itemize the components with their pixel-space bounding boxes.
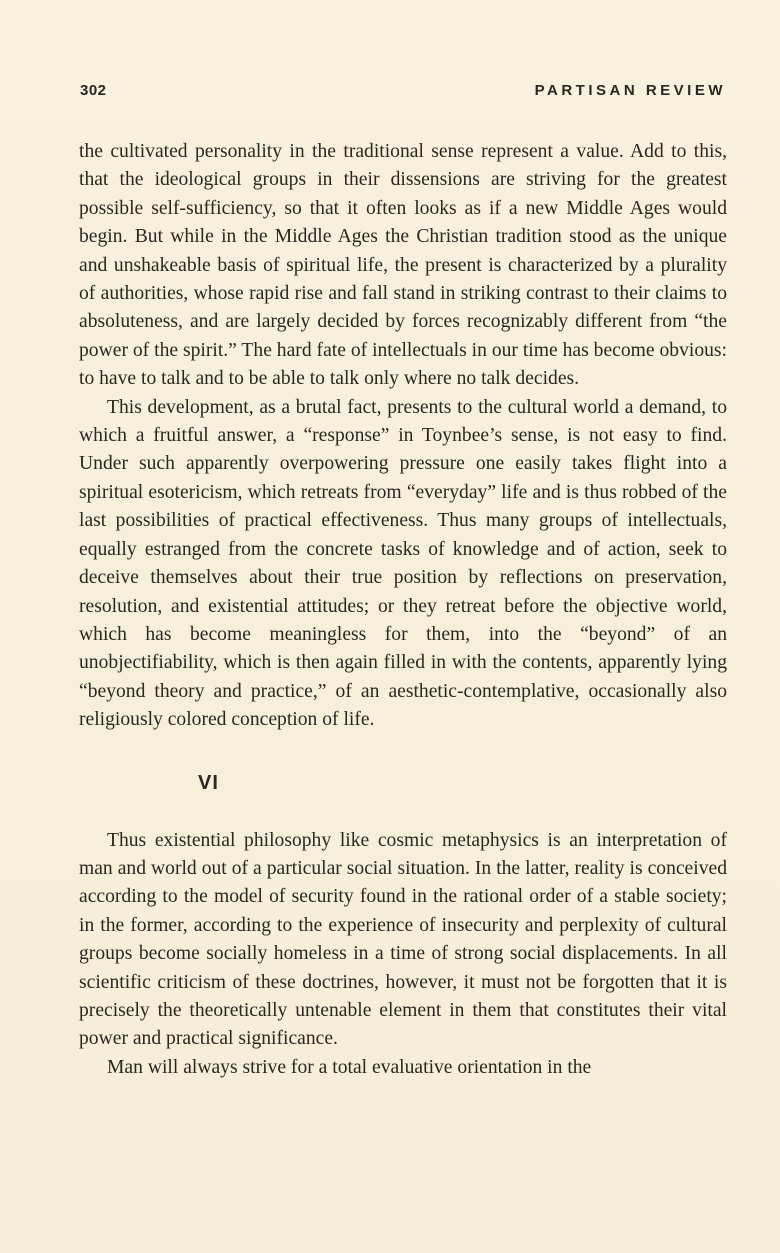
journal-title: PARTISAN REVIEW — [534, 82, 726, 99]
paragraph-continued: the cultivated personality in the traditional sense represent a value. Add to this, that the ideological groups in their dissensions are striving for the greatest possible self-sufficiency, so that it often looks as if a new Middle Ages would begin. But while in the Middle Ages the Christian tradition stood as the unique and unshakeable basis of spiritual life, the present is characterized by a plurality of authorities, whose rapid rise and fall stand in striking contrast to their claims to absoluteness, and are largely decided by forces recognizably different from “the power of the spirit.” The hard fate of intellectuals in our time has become obvious: to have to talk and to be able to talk only where no talk decides. — [79, 141, 727, 390]
body-text — [79, 138, 727, 1082]
paragraph: Man will always strive for a total evaluative orientation in the — [107, 1056, 592, 1078]
paragraph: Thus existential philosophy like cosmic metaphysics is an interpretation of man and world out of a particular social situation. In the latter, reality is conceived according to the model of security found in the rational order of a stable society; in the former, according to the experience of insecurity and perplexity of cultural groups become socially homeless in a time of strong social displacements. In all scientific criticism of these doctrines, however, it must not be forgotten that it is precisely the theoretically untenable element in them that constitutes their vital power and practical significance. — [79, 829, 727, 1050]
section-heading: VI — [198, 771, 219, 794]
paragraph: This development, as a brutal fact, presents to the cultural world a demand, to which a fruitful answer, a “response” in Toynbee’s sense, is not easy to find. Under such apparently overpowering pressure one easily takes flight into a spiritual esotericism, which retreats from “everyday” life and is thus robbed of the last possibilities of practical effectiveness. Thus many groups of intellectuals, equally estranged from the concrete tasks of knowledge and of action, seek to deceive themselves about their true position by reflections on preservation, resolution, and existential attitudes; or they retreat before the objective world, which has become meaningless for them, into the “beyond” of an unobjectifiability, which is then again filled in with the contents, apparently lying “beyond theory and practice,” of an aesthetic-contemplative, occasionally also religiously colored conception of life. — [79, 396, 727, 731]
page-number: 302 — [80, 82, 107, 99]
running-head — [80, 82, 726, 106]
